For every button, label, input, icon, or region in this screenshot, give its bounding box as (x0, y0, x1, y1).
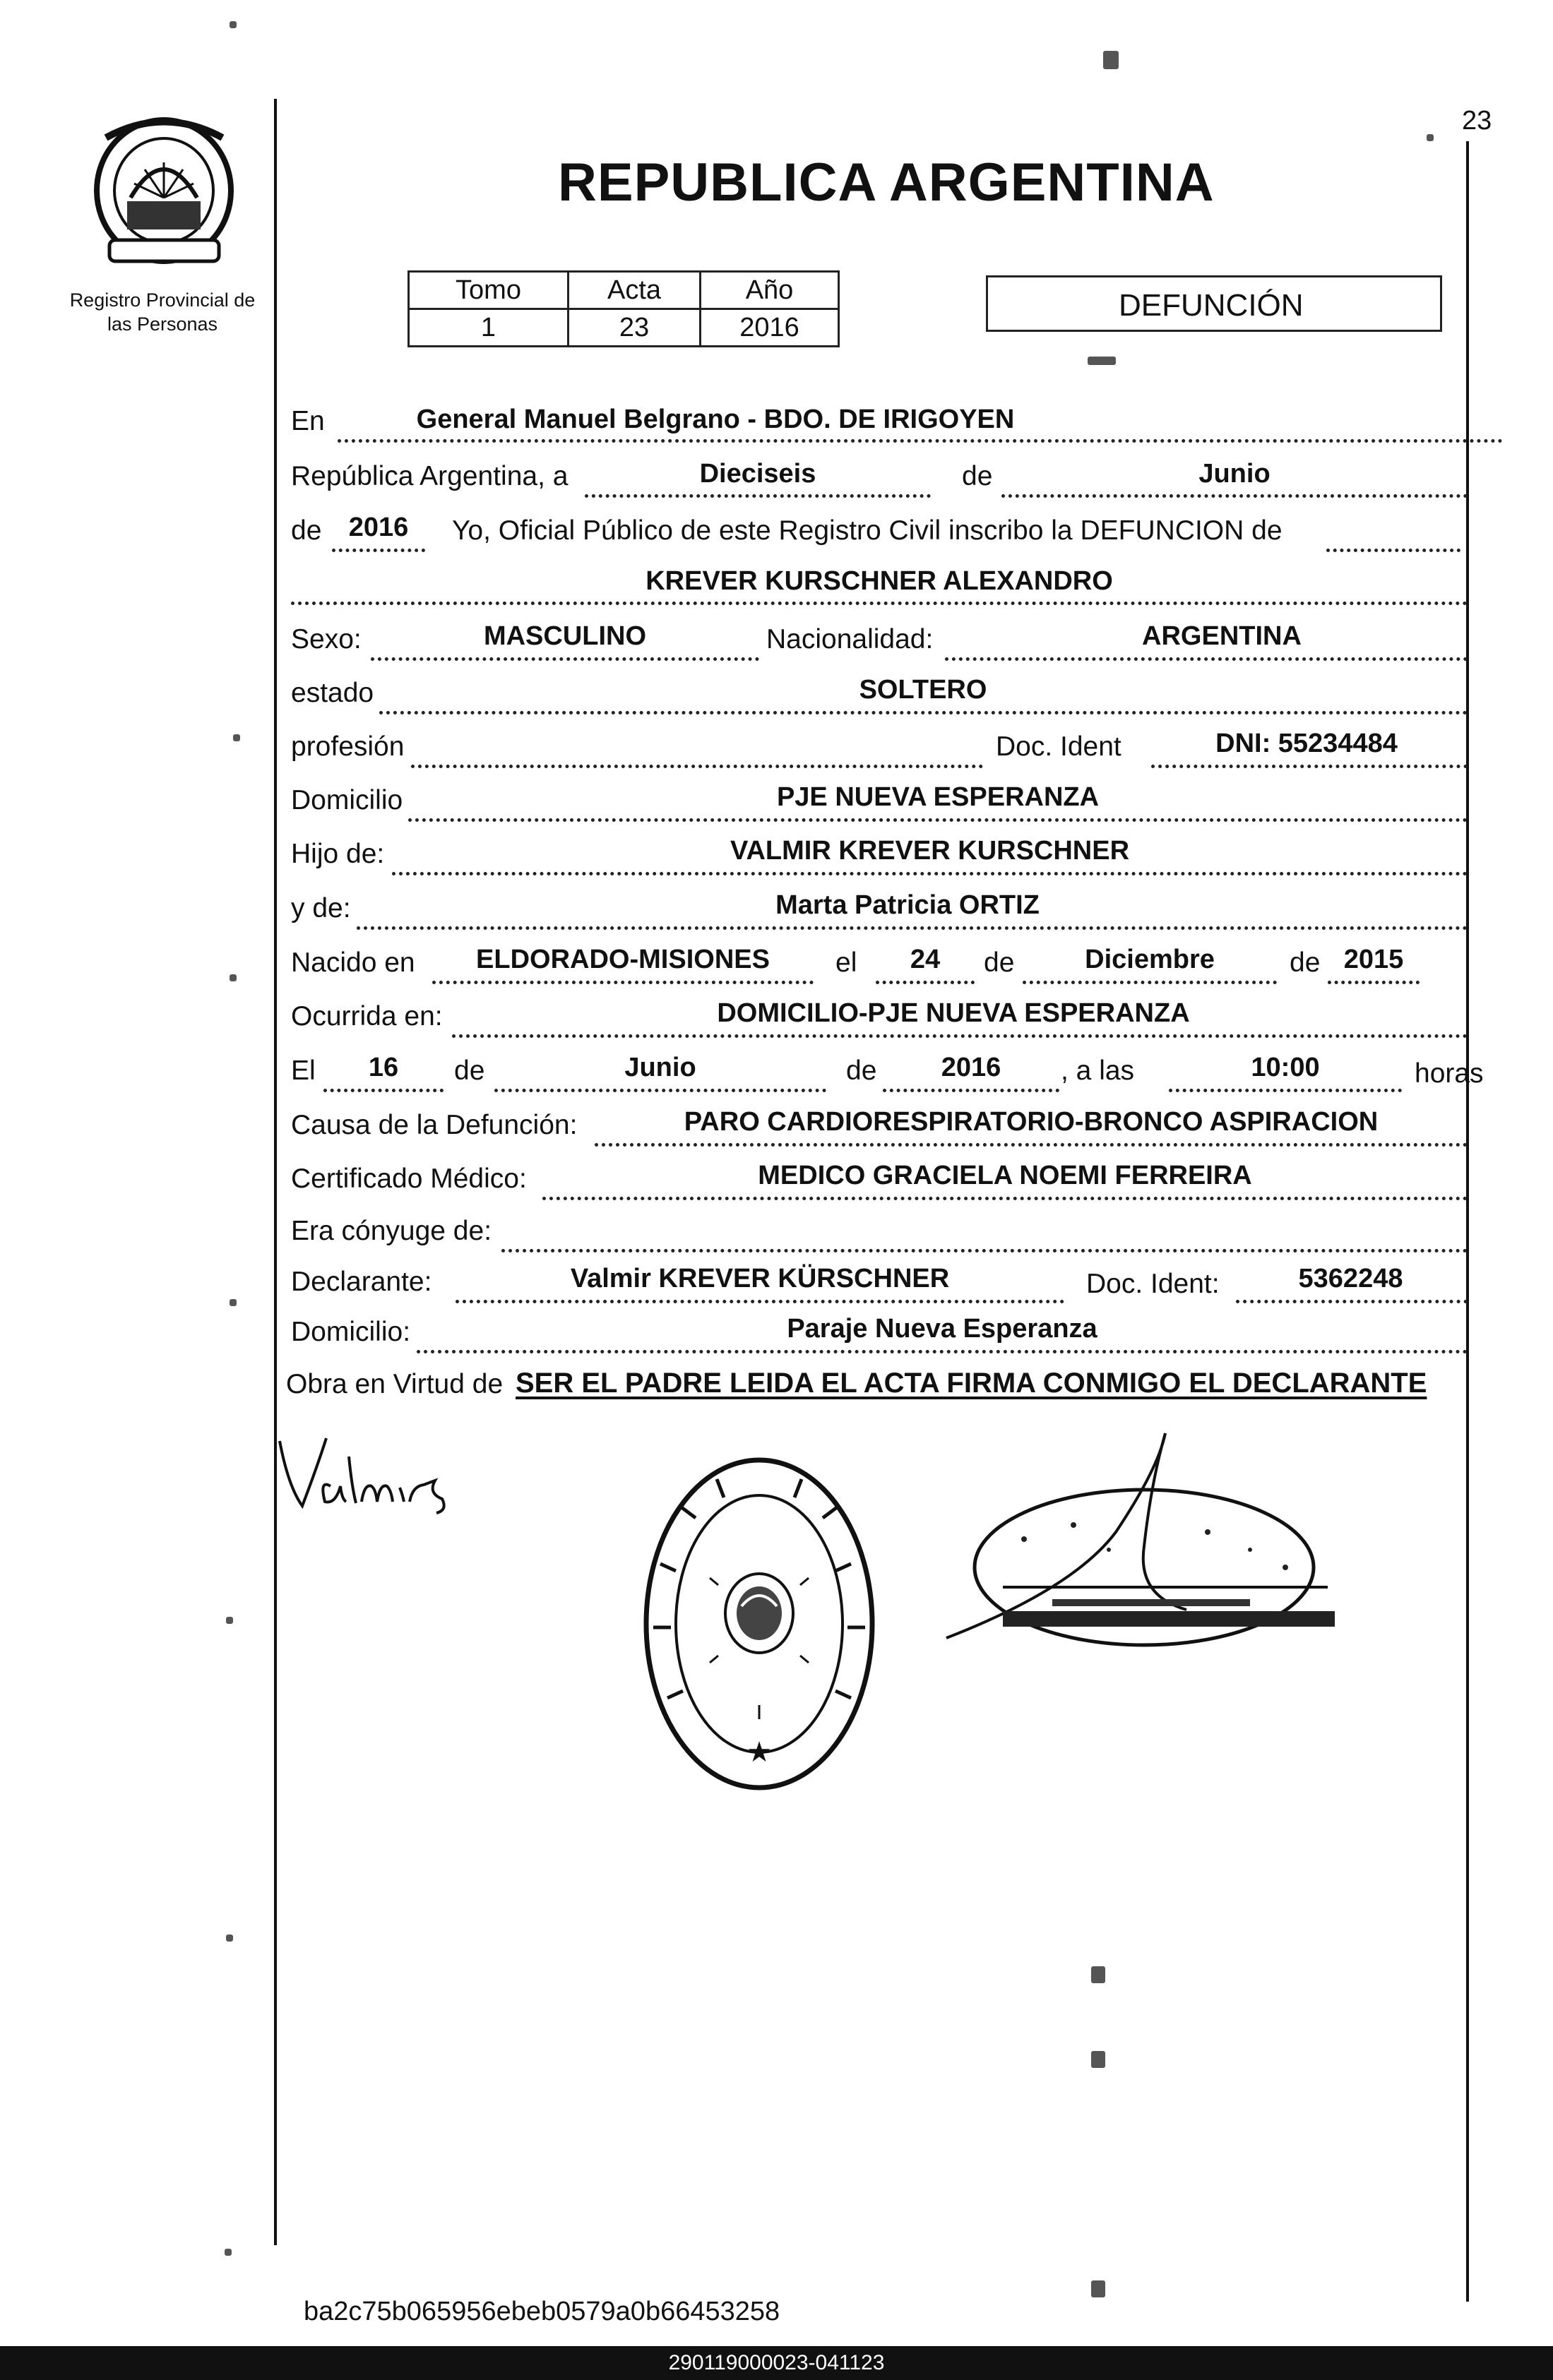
header-tomo: Tomo (409, 272, 569, 309)
label-horas: horas (1415, 1058, 1484, 1089)
label-conyuge: Era cónyuge de: (291, 1216, 492, 1246)
value-month: Junio (1198, 459, 1271, 489)
label-el-de2: de (846, 1056, 877, 1086)
scan-speck (1091, 2280, 1105, 2297)
scan-speck (226, 1935, 233, 1942)
scan-speck (1427, 134, 1434, 141)
label-en: En (291, 406, 325, 436)
province-shield-logo (88, 113, 240, 265)
scan-speck (1091, 1966, 1105, 1983)
label-obra: Obra en Virtud de (286, 1369, 504, 1399)
value-declarante-doc: 5362248 (1298, 1264, 1403, 1293)
label-de-year: de (291, 515, 322, 546)
header-anio: Año (701, 272, 839, 309)
value-deceased-name: KREVER KURSCHNER ALEXANDRO (645, 566, 1113, 596)
value-year: 2016 (348, 513, 409, 542)
label-sexo: Sexo: (291, 624, 362, 654)
value-el-month: Junio (624, 1053, 696, 1082)
label-a-las: , a las (1061, 1056, 1135, 1086)
record-table-header-row (409, 272, 839, 309)
label-nacido-en: Nacido en (291, 947, 415, 978)
value-acta: 23 (569, 309, 701, 347)
value-obra: SER EL PADRE LEIDA EL ACTA FIRMA CONMIGO EL DECLARANTE (516, 1368, 1427, 1399)
label-domicilio-declarante: Domicilio: (291, 1317, 411, 1347)
value-tomo: 1 (409, 309, 569, 347)
page-title: REPUBLICA ARGENTINA (558, 153, 1215, 213)
registry-seal (639, 1451, 879, 1797)
value-certificado: MEDICO GRACIELA NOEMI FERREIRA (758, 1161, 1252, 1190)
value-nacido-year: 2015 (1343, 945, 1404, 974)
field-profesion (411, 734, 983, 768)
barcode-bar: 290119000023-041123 (0, 2346, 1553, 2380)
year-line-text: Yo, Oficial Público de este Registro Civil inscribo la DEFUNCION de (452, 515, 1283, 546)
label-domicilio: Domicilio (291, 785, 403, 815)
institution-label (49, 288, 275, 336)
institution-line-2: las Personas (107, 313, 218, 335)
label-nacionalidad: Nacionalidad: (766, 624, 934, 654)
label-causa: Causa de la Defunción: (291, 1110, 578, 1140)
label-nacido-de2: de (1290, 947, 1321, 978)
value-nacionalidad: ARGENTINA (1142, 621, 1302, 651)
label-estado: estado (291, 678, 374, 708)
scan-speck (230, 1299, 237, 1306)
scan-speck (226, 1617, 233, 1624)
scan-speck (1091, 2051, 1105, 2068)
declarant-signature (275, 1437, 459, 1514)
scan-speck (230, 974, 237, 981)
scan-speck (1088, 357, 1116, 365)
header-acta: Acta (569, 272, 701, 309)
value-hijo-de: VALMIR KREVER KURSCHNER (730, 836, 1130, 866)
value-sexo: MASCULINO (483, 621, 647, 651)
value-estado: SOLTERO (859, 675, 987, 705)
page-number: 23 (1462, 106, 1492, 136)
value-nacido-place: ELDORADO-MISIONES (476, 945, 770, 974)
value-nacido-month: Diciembre (1085, 945, 1215, 974)
record-table-value-row (409, 309, 839, 347)
label-el-date: El (291, 1056, 316, 1086)
official-stamp (932, 1426, 1356, 1666)
record-type-box: DEFUNCIÓN (986, 275, 1442, 332)
scan-speck (230, 21, 237, 28)
value-declarante: Valmir KREVER KÜRSCHNER (570, 1264, 950, 1293)
field-conyuge (501, 1218, 1468, 1252)
label-declarante: Declarante: (291, 1267, 432, 1297)
label-de-month: de (962, 461, 993, 491)
label-el: el (835, 947, 857, 978)
value-anio: 2016 (701, 309, 839, 347)
value-el-time: 10:00 (1251, 1053, 1320, 1082)
value-el-year: 2016 (941, 1053, 1001, 1082)
label-profesion: profesión (291, 731, 405, 762)
value-en: General Manuel Belgrano - BDO. DE IRIGOYEN (416, 405, 1015, 434)
value-domicilio-declarante: Paraje Nueva Esperanza (787, 1314, 1097, 1344)
value-ocurrida: DOMICILIO-PJE NUEVA ESPERANZA (717, 998, 1190, 1028)
value-nacido-day: 24 (910, 945, 941, 974)
value-y-de: Marta Patricia ORTIZ (775, 890, 1040, 920)
value-domicilio: PJE NUEVA ESPERANZA (776, 782, 1100, 812)
left-margin-line (274, 99, 277, 2245)
value-causa: PARO CARDIORESPIRATORIO-BRONCO ASPIRACION (684, 1107, 1379, 1137)
svg-text:★: ★ (746, 1736, 772, 1769)
scan-speck (233, 734, 240, 741)
scan-speck (225, 2249, 232, 2256)
label-declarante-doc: Doc. Ident: (1086, 1269, 1220, 1299)
label-hijo-de: Hijo de: (291, 839, 385, 869)
label-republica: República Argentina, a (291, 461, 569, 491)
scan-speck (1103, 51, 1119, 69)
value-day: Dieciseis (699, 459, 816, 489)
label-el-de1: de (454, 1056, 485, 1086)
document-hash: ba2c75b065956ebeb0579a0b66453258 (304, 2297, 780, 2326)
label-y-de: y de: (291, 893, 351, 923)
institution-line-1: Registro Provincial de (69, 289, 256, 311)
record-table (407, 270, 840, 347)
field-after-defuncion (1326, 518, 1460, 552)
value-doc-ident: DNI: 55234484 (1215, 729, 1398, 758)
label-doc-ident: Doc. Ident (996, 731, 1121, 762)
value-el-day: 16 (368, 1053, 399, 1082)
label-nacido-de1: de (984, 947, 1015, 978)
label-certificado: Certificado Médico: (291, 1164, 527, 1194)
label-ocurrida-en: Ocurrida en: (291, 1001, 443, 1031)
